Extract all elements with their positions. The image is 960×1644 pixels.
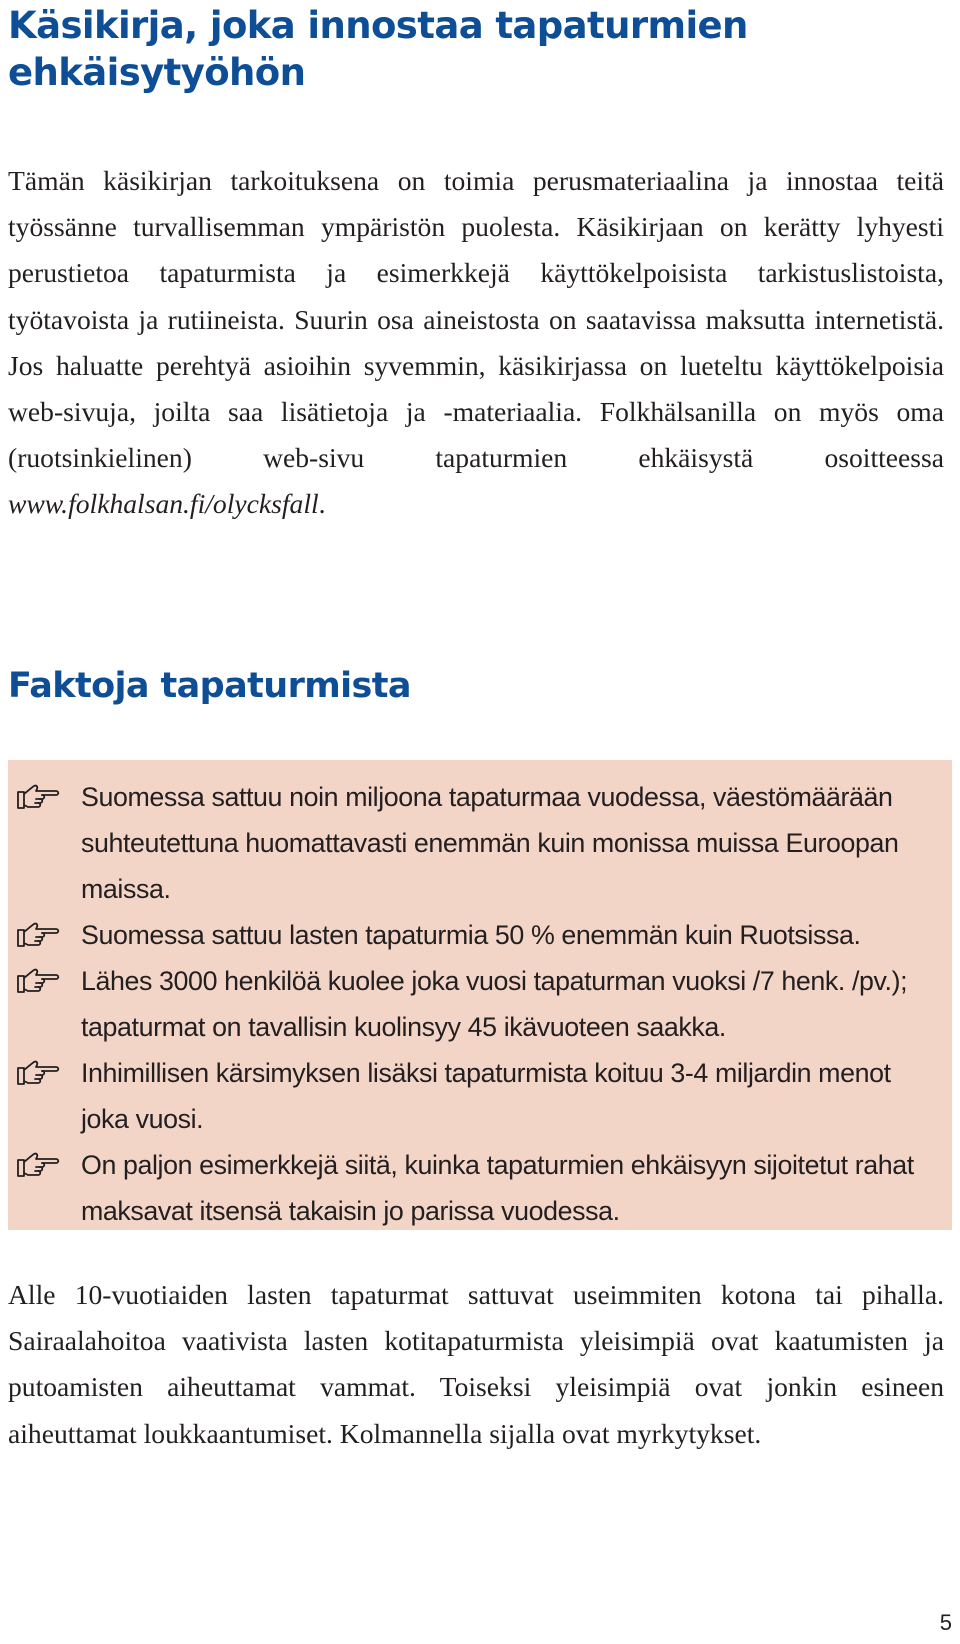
intro-end: . xyxy=(318,488,326,520)
pointing-hand-icon xyxy=(16,1058,60,1088)
intro-paragraph xyxy=(8,158,944,528)
page-number: 5 xyxy=(939,1610,952,1635)
facts-box xyxy=(8,760,952,1230)
folkhalsan-link[interactable]: www.folkhalsan.fi/olycksfall xyxy=(8,488,319,520)
fact-text: Suomessa sattuu lasten tapaturmia 50 % enemmän kuin Ruotsissa. xyxy=(81,920,861,950)
pointing-hand-icon xyxy=(16,920,60,950)
pointing-hand-icon xyxy=(16,1150,60,1180)
fact-text: Lähes 3000 henkilöä kuolee joka vuosi tapaturman vuoksi /7 henk. /pv.); tapaturmat on tavallisin kuolinsyy 45 ikävuoteen saakka. xyxy=(81,966,908,1042)
intro-text: Tämän käsikirjan tarkoituksena on toimia perusmateriaalina ja innostaa teitä työssänne turvallisemman ympäristön puolesta. Käsikirjaan on kerätty lyhyesti perustietoa tapaturmista ja esimerkkejä käyttökelpoisista tarkistuslistoista, työtavoista ja rutiineista. Suurin osa aineistosta on saatavissa maksutta internetistä. Jos haluatte perehtyä asioihin syvemmin, käsikirjassa on lueteltu käyttökelpoisia web-sivuja, joilta saa lisätietoja ja -materiaalia. Folkhälsanilla on myös oma (ruotsinkielinen) web-sivu tapaturmien ehkäisystä osoitteessa xyxy=(8,165,944,474)
fact-text: On paljon esimerkkejä siitä, kuinka tapaturmien ehkäisyyn sijoitetut rahat maksavat itsensä takaisin jo parissa vuodessa. xyxy=(81,1150,914,1226)
fact-text: Suomessa sattuu noin miljoona tapaturmaa vuodessa, väestömäärään suhteutettuna huomattavasti enemmän kuin monissa muissa Euroopan maissa. xyxy=(81,782,899,904)
pointing-hand-icon xyxy=(16,782,60,812)
pointing-hand-icon xyxy=(16,966,60,996)
facts-heading: Faktoja tapaturmista xyxy=(8,666,411,706)
page-title: Käsikirja, joka innostaa tapaturmien ehkäisytyöhön xyxy=(8,4,748,94)
fact-text: Inhimillisen kärsimyksen lisäksi tapaturmista koituu 3-4 miljardin menot joka vuosi. xyxy=(81,1058,891,1134)
outro-paragraph: Alle 10-vuotiaiden lasten tapaturmat sattuvat useimmiten kotona tai pihalla. Sairaalahoitoa vaativista lasten kotitapaturmista yleisimpiä ovat kaatumisten ja putoamisten aiheuttamat vammat. Toiseksi yleisimpiä ovat jonkin esineen aiheuttamat loukkaantumiset. Kolmannella sijalla ovat myrkytykset. xyxy=(8,1279,944,1449)
